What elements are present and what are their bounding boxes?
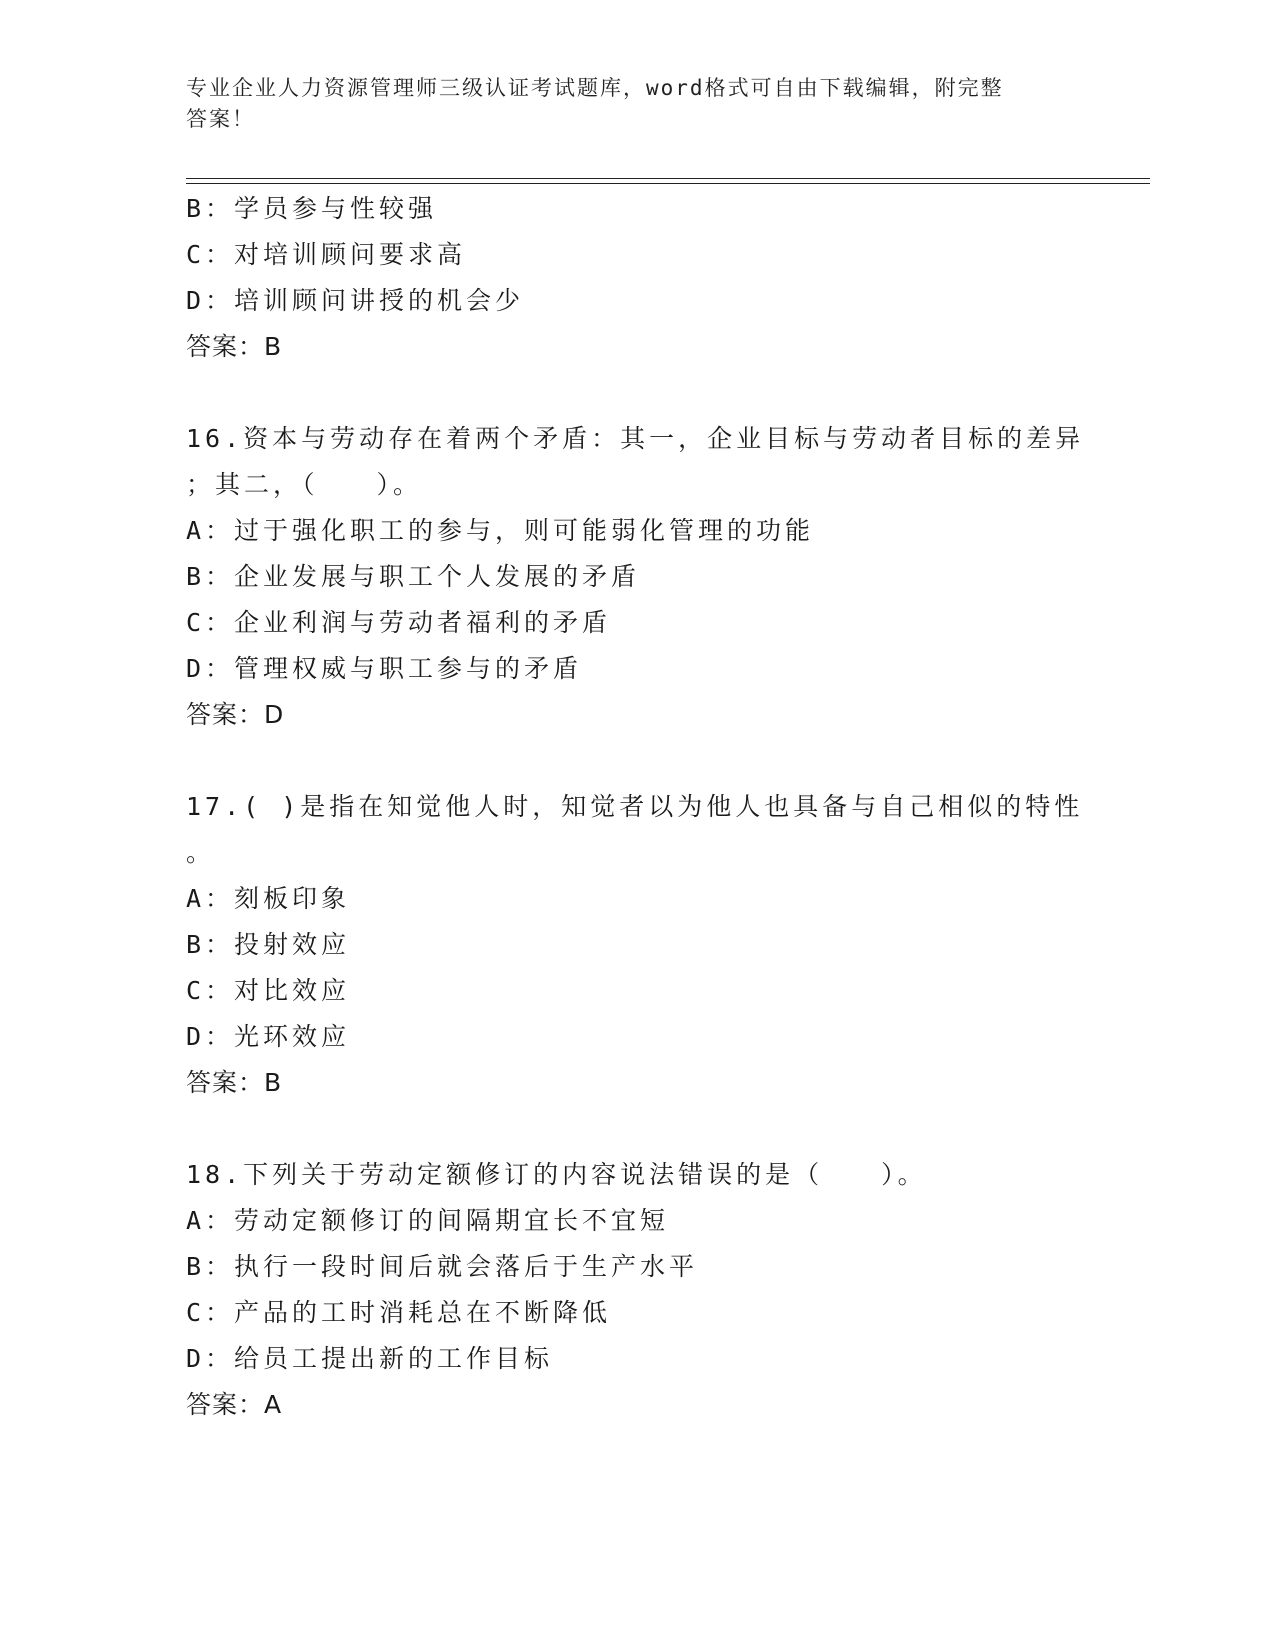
question-15-continued bbox=[186, 186, 1086, 370]
spacer bbox=[186, 370, 1086, 416]
question-stem-continued: ；其二，（ ）。 bbox=[186, 470, 423, 499]
option-d: D：培训顾问讲授的机会少 bbox=[186, 286, 525, 315]
spacer bbox=[186, 738, 1086, 784]
question-17 bbox=[186, 784, 1086, 1106]
question-stem-continued: 。 bbox=[186, 838, 216, 867]
document-header bbox=[186, 73, 1066, 135]
option-c: C：企业利润与劳动者福利的矛盾 bbox=[186, 608, 612, 637]
option-b: B：投射效应 bbox=[186, 930, 351, 959]
answer-line: 答案：B bbox=[186, 1068, 283, 1097]
option-c: C：产品的工时消耗总在不断降低 bbox=[186, 1298, 612, 1327]
option-a: A：过于强化职工的参与，则可能弱化管理的功能 bbox=[186, 516, 815, 545]
question-stem: 16.资本与劳动存在着两个矛盾：其一，企业目标与劳动者目标的差异 bbox=[186, 424, 1085, 453]
header-line-2: 答案！ bbox=[186, 107, 255, 131]
question-stem: 18.下列关于劳动定额修订的内容说法错误的是（ ）。 bbox=[186, 1160, 927, 1189]
header-line-1: 专业企业人力资源管理师三级认证考试题库，word格式可自由下载编辑，附完整 bbox=[186, 76, 1004, 100]
option-a: A：劳动定额修订的间隔期宜长不宜短 bbox=[186, 1206, 670, 1235]
option-d: D：给员工提出新的工作目标 bbox=[186, 1344, 554, 1373]
option-a: A：刻板印象 bbox=[186, 884, 351, 913]
option-b: B：执行一段时间后就会落后于生产水平 bbox=[186, 1252, 699, 1281]
answer-line: 答案：D bbox=[186, 700, 285, 729]
option-d: D：管理权威与职工参与的矛盾 bbox=[186, 654, 583, 683]
answer-line: 答案：A bbox=[186, 1390, 283, 1419]
header-rule-top bbox=[186, 178, 1150, 179]
spacer bbox=[186, 1106, 1086, 1152]
option-c: C：对比效应 bbox=[186, 976, 351, 1005]
question-18 bbox=[186, 1152, 1086, 1428]
option-b: B：企业发展与职工个人发展的矛盾 bbox=[186, 562, 641, 591]
option-d: D：光环效应 bbox=[186, 1022, 351, 1051]
option-c: C：对培训顾问要求高 bbox=[186, 240, 467, 269]
option-b: B：学员参与性较强 bbox=[186, 194, 438, 223]
answer-line: 答案：B bbox=[186, 332, 283, 361]
question-16 bbox=[186, 416, 1086, 738]
question-stem: 17.( )是指在知觉他人时，知觉者以为他人也具备与自己相似的特性 bbox=[186, 792, 1084, 821]
question-list bbox=[186, 186, 1086, 1428]
header-rule-bottom bbox=[186, 183, 1150, 184]
